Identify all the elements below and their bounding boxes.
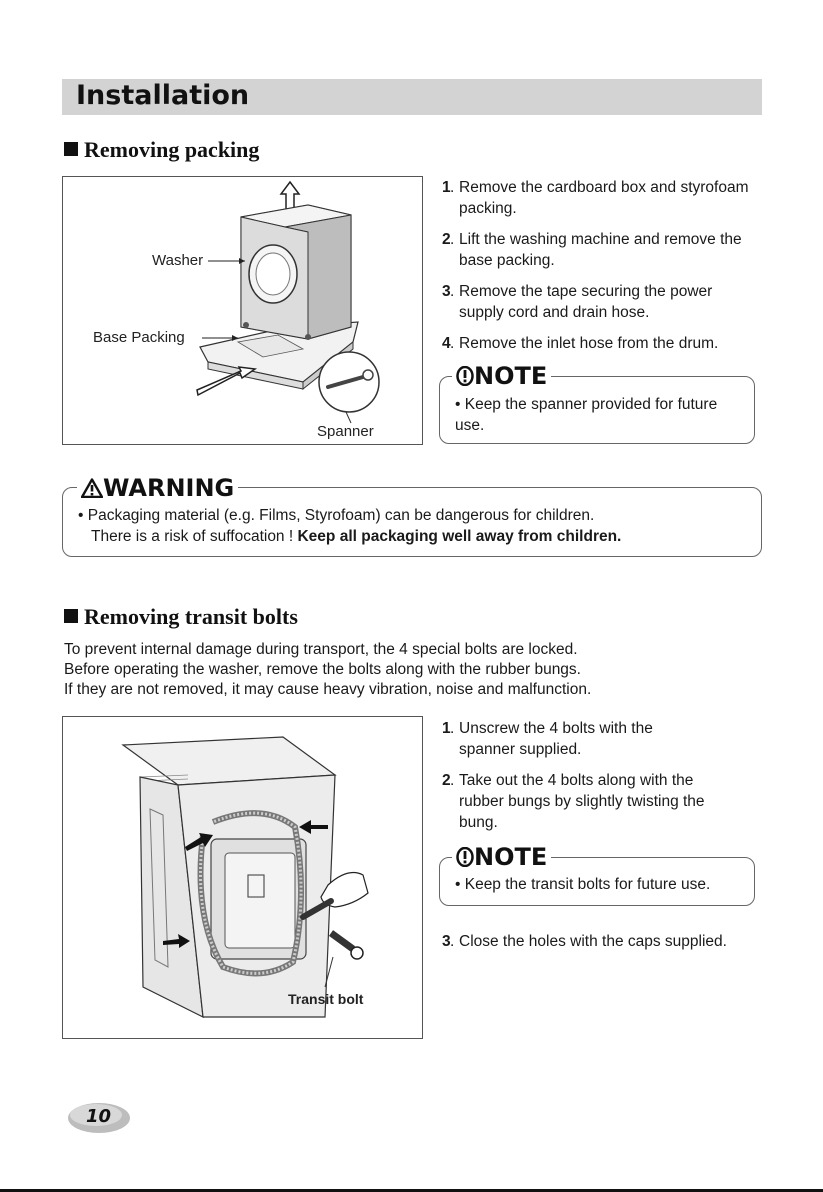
bullet-square-icon [64, 142, 78, 156]
warning-triangle-icon [81, 478, 103, 498]
transit-step-3 [442, 931, 762, 962]
transit-intro-paragraph: To prevent internal damage during transport, the 4 special bolts are locked. Before operating the washer, remove the bolts along with the rubber bungs. If they are not removed, it may cause heavy vibration, noise and malfunction. [64, 641, 592, 698]
list-item: 1 . Unscrew the 4 bolts with the spanner supplied. [442, 720, 653, 758]
page-number: 10 [86, 1106, 112, 1127]
section-heading-removing-transit-bolts [64, 604, 298, 630]
section-heading-removing-packing [64, 137, 259, 163]
packing-figure [62, 176, 423, 445]
page-title: Installation [76, 80, 250, 111]
title-bar [62, 79, 762, 115]
list-item: 4 . Remove the inlet hose from the drum. [442, 335, 719, 352]
list-item: 3 . Remove the tape securing the power supply cord and drain hose. [442, 283, 713, 321]
transit-bolts-figure [62, 716, 423, 1039]
note-title: NOTE [452, 363, 551, 389]
note-text: • Keep the spanner provided for future use. [455, 396, 718, 434]
list-item: 1 . Remove the cardboard box and styrofoam packing. [442, 179, 749, 217]
exclamation-circle-icon [456, 366, 474, 386]
exclamation-circle-icon [456, 847, 474, 867]
label-transit-bolt: Transit bolt [288, 991, 364, 1007]
list-item: 2 . Lift the washing machine and remove the base packing. [442, 231, 742, 269]
washer-rear-illustration [63, 717, 422, 1038]
note-text: • Keep the transit bolts for future use. [455, 876, 711, 893]
section-heading-text: Removing packing [84, 137, 260, 162]
label-washer: Washer [152, 252, 204, 269]
warning-title: WARNING [77, 475, 238, 501]
warning-text: • Packaging material (e.g. Films, Styrofoam) can be dangerous for children. There is a risk of suffocation ! Keep all packaging well away from children. [78, 507, 622, 545]
bullet-square-icon [64, 609, 78, 623]
section-heading-text: Removing transit bolts [84, 604, 298, 629]
packing-steps-list [442, 177, 757, 364]
label-spanner: Spanner [317, 423, 374, 440]
label-base-packing: Base Packing [93, 329, 185, 346]
transit-steps-list [442, 718, 757, 843]
list-item: 3 . Close the holes with the caps supplied. [442, 933, 727, 950]
washer-on-base-illustration [63, 177, 422, 444]
note-title: NOTE [452, 844, 551, 870]
list-item: 2 . Take out the 4 bolts along with the rubber bungs by slightly twisting the bung. [442, 772, 705, 831]
